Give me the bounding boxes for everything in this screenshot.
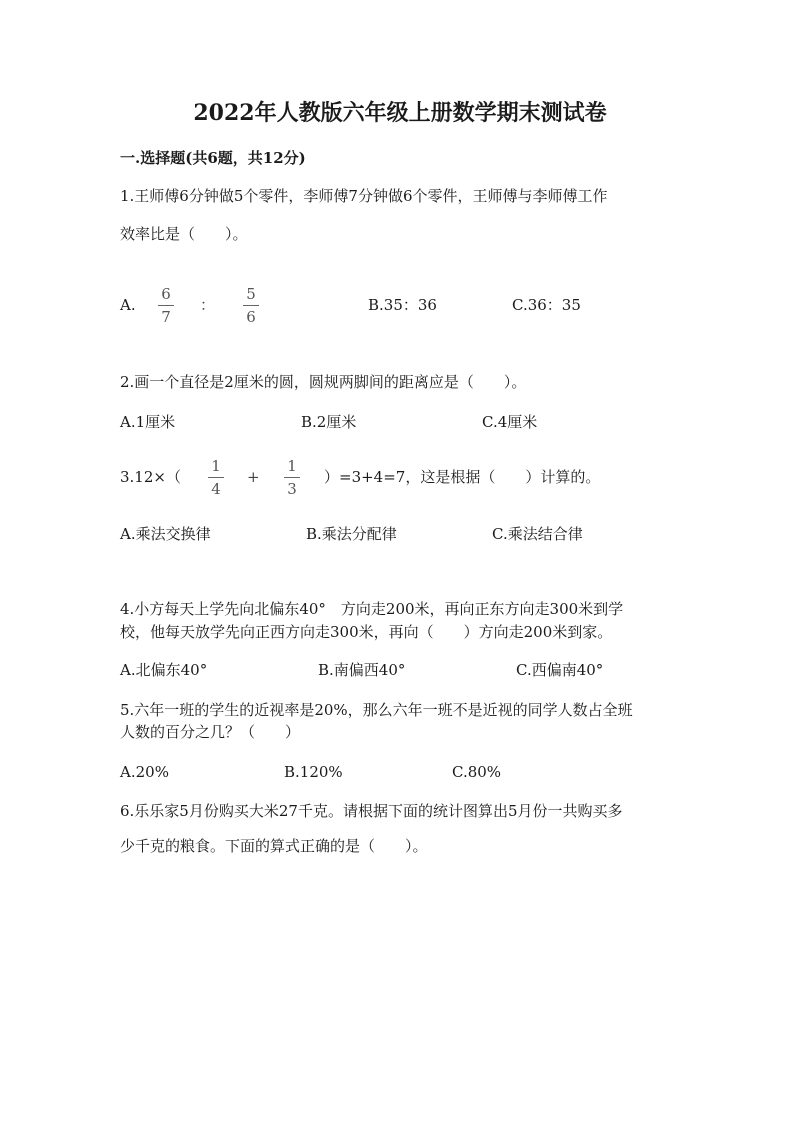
page-title: 2022年人教版六年级上册数学期末测试卷 xyxy=(193,100,607,126)
q5-stem-line2: 人数的百分之几？（ ） xyxy=(120,723,301,741)
fraction-bar xyxy=(284,477,300,478)
q1-stem-line1: 1.王师傅6分钟做5个零件，李师傅7分钟做6个零件，王师傅与李师傅工作 xyxy=(120,187,608,205)
fraction-bar xyxy=(243,305,259,306)
fraction-numerator: 1 xyxy=(287,457,297,475)
q2-option-a: A.1厘米 xyxy=(120,413,176,431)
q4-option-b: B.南偏西40° xyxy=(318,661,406,679)
q6-stem-line2: 少千克的粮食。下面的算式正确的是（ ）。 xyxy=(120,837,428,855)
fraction-bar xyxy=(208,477,224,478)
q1-option-a-colon: ： xyxy=(200,296,216,314)
q1-option-b: B.35：36 xyxy=(368,296,437,314)
q3-fraction1 xyxy=(206,457,226,498)
q3-stem-prefix: 3.12×（ xyxy=(120,468,181,486)
q1-stem-line2: 效率比是（ ）。 xyxy=(120,225,248,243)
q5-option-c: C.80% xyxy=(452,763,502,781)
fraction-denominator: 6 xyxy=(246,308,256,326)
q2-option-c: C.4厘米 xyxy=(482,413,538,431)
q1-option-a-label: A. xyxy=(120,296,136,314)
fraction-bar xyxy=(158,305,174,306)
q4-option-c: C.西偏南40° xyxy=(516,661,604,679)
q1-option-a-fraction2 xyxy=(241,285,261,326)
section-heading: 一.选择题(共6题，共12分) xyxy=(120,149,306,167)
q2-stem: 2.画一个直径是2厘米的圆，圆规两脚间的距离应是（ ）。 xyxy=(120,373,527,391)
q3-option-b: B.乘法分配律 xyxy=(306,525,397,543)
fraction-numerator: 1 xyxy=(211,457,221,475)
q4-stem-line1: 4.小方每天上学先向北偏东40° 方向走200米，再向正东方向走300米到学 xyxy=(120,600,624,618)
q3-plus-sign: + xyxy=(247,468,260,486)
q1-option-a-fraction1 xyxy=(156,285,176,326)
q3-option-a: A.乘法交换律 xyxy=(120,525,211,543)
q4-option-a: A.北偏东40° xyxy=(120,661,208,679)
q3-fraction2 xyxy=(282,457,302,498)
q5-option-a: A.20% xyxy=(120,763,169,781)
fraction-denominator: 3 xyxy=(287,480,297,498)
q4-stem-line2: 校，他每天放学先向正西方向走300米，再向（ ）方向走200米到家。 xyxy=(120,623,613,641)
q5-stem-line1: 5.六年一班的学生的近视率是20%，那么六年一班不是近视的同学人数占全班 xyxy=(120,701,633,719)
q5-option-b: B.120% xyxy=(284,763,343,781)
q3-option-c: C.乘法结合律 xyxy=(492,525,583,543)
q6-stem-line1: 6.乐乐家5月份购买大米27千克。请根据下面的统计图算出5月份一共购买多 xyxy=(120,802,623,820)
q1-option-c: C.36：35 xyxy=(512,296,581,314)
fraction-numerator: 6 xyxy=(161,285,171,303)
fraction-numerator: 5 xyxy=(246,285,256,303)
q3-stem-suffix: ）=3+4=7，这是根据（ ）计算的。 xyxy=(324,468,601,486)
fraction-denominator: 4 xyxy=(211,480,221,498)
fraction-denominator: 7 xyxy=(161,308,171,326)
q2-option-b: B.2厘米 xyxy=(301,413,357,431)
